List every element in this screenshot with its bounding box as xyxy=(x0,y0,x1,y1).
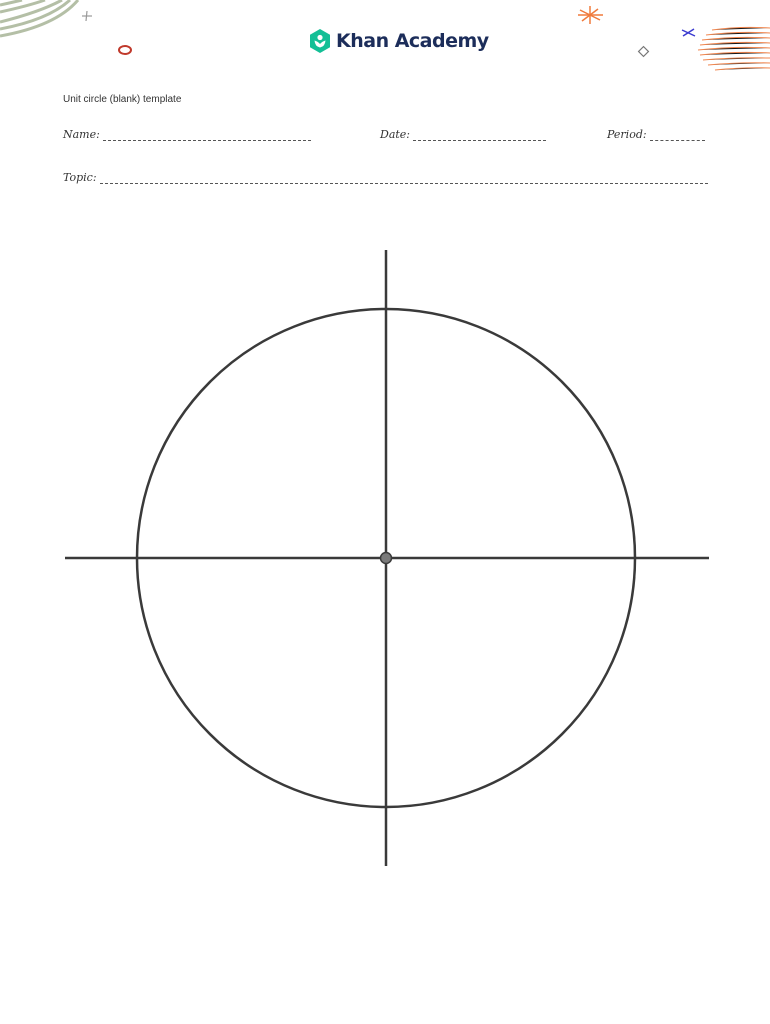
name-label: Name: xyxy=(63,128,100,141)
topic-label: Topic: xyxy=(63,171,97,184)
period-label: Period: xyxy=(607,128,647,141)
date-label: Date: xyxy=(380,128,411,141)
brand-name: Khan Academy xyxy=(336,30,489,52)
document-title: Unit circle (blank) template xyxy=(63,94,182,105)
origin-point xyxy=(381,553,392,564)
